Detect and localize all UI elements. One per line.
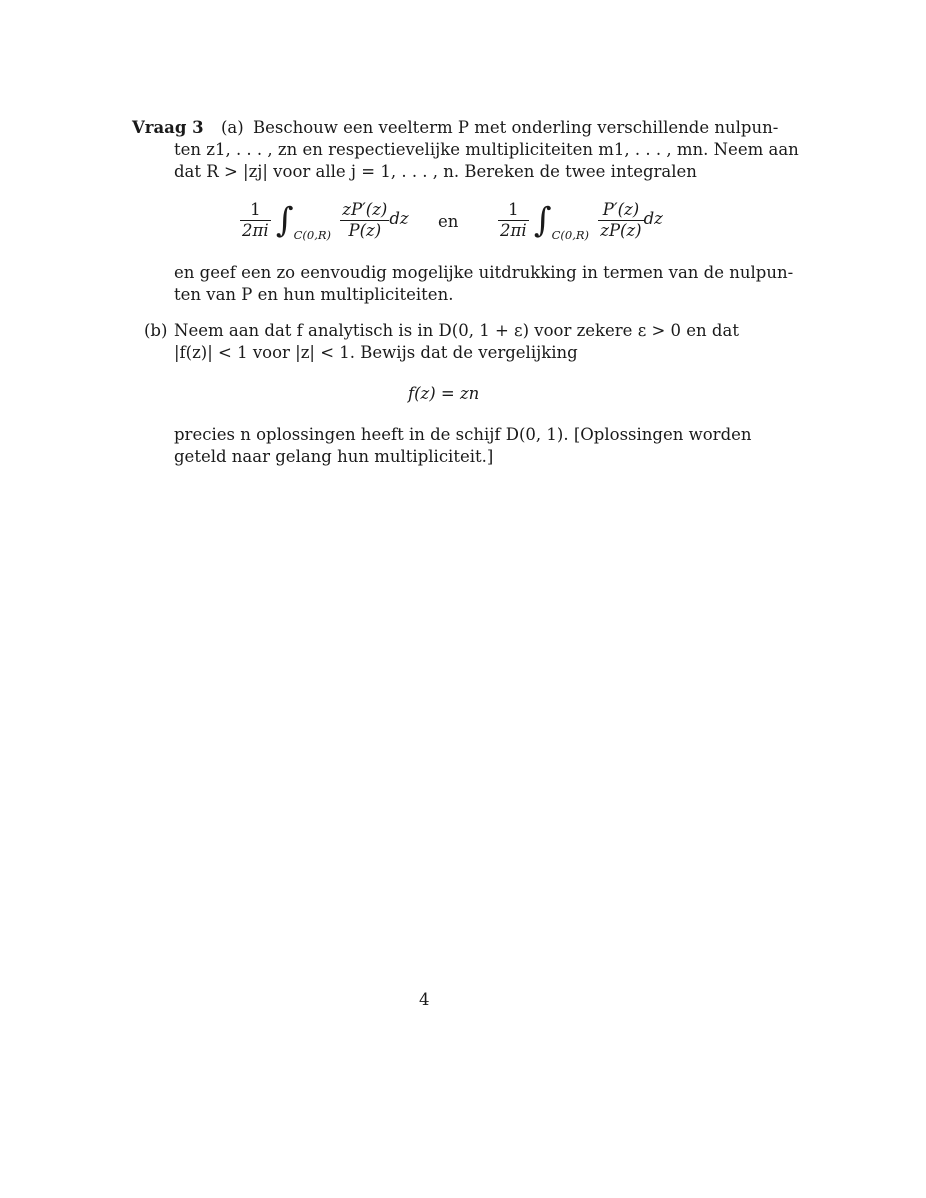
integral-1 [240,200,409,241]
part-a-label: (a) [221,118,244,137]
part-b-label: (b) [144,321,168,340]
differential: dz [643,209,663,228]
part-a-line-1: Beschouw een veelterm P met onderling verschillende nulpun- [253,118,779,137]
integral-sign: ∫ [533,200,552,241]
differential: dz [389,209,409,228]
part-a-line-2: ten z1, . . . , zn en respectievelijke multipliciteiten m1, . . . , mn. Neem aan [174,140,799,159]
part-a-line-4: en geef een zo eenvoudig mogelijke uitdrukking in termen van de nulpun- [174,263,794,282]
part-a-line-5: ten van P en hun multipliciteiten. [174,285,454,304]
integrand-numerator: zP′(z) [342,200,388,219]
connector-en: en [438,212,459,231]
integrand-denominator: zP(z) [600,221,642,240]
part-b-line-1: Neem aan dat f analytisch is in D(0, 1 + ε) voor zekere ε > 0 en dat [174,321,739,340]
integrand-denominator: P(z) [348,221,382,240]
coefficient-numerator: 1 [240,200,271,221]
lower-limit: C(0,R) [551,228,589,242]
integral-1-coefficient [240,200,271,241]
integral-2 [498,200,663,241]
part-a-line-3: dat R > |zj| voor alle j = 1, . . . , n. Bereken de twee integralen [174,162,697,181]
page-number: 4 [419,990,430,1009]
part-b-equation: f(z) = zn [408,384,480,403]
coefficient-denominator: 2πi [242,221,269,240]
integral-2-integrand [598,200,643,241]
integrand-numerator: P′(z) [598,200,643,221]
coefficient-numerator: 1 [498,200,529,221]
lower-limit: C(0,R) [293,228,331,242]
integral-1-integrand [340,200,389,241]
part-b-line-4: geteld naar gelang hun multipliciteit.] [174,447,494,466]
integral-2-coefficient [498,200,529,241]
question-heading: Vraag 3 [132,118,204,137]
integral-sign: ∫ [275,200,294,241]
part-b-line-2: |f(z)| < 1 voor |z| < 1. Bewijs dat de vergelijking [174,343,578,362]
part-b-line-3: precies n oplossingen heeft in de schijf D(0, 1). [Oplossingen worden [174,425,752,444]
coefficient-denominator: 2πi [500,221,527,240]
